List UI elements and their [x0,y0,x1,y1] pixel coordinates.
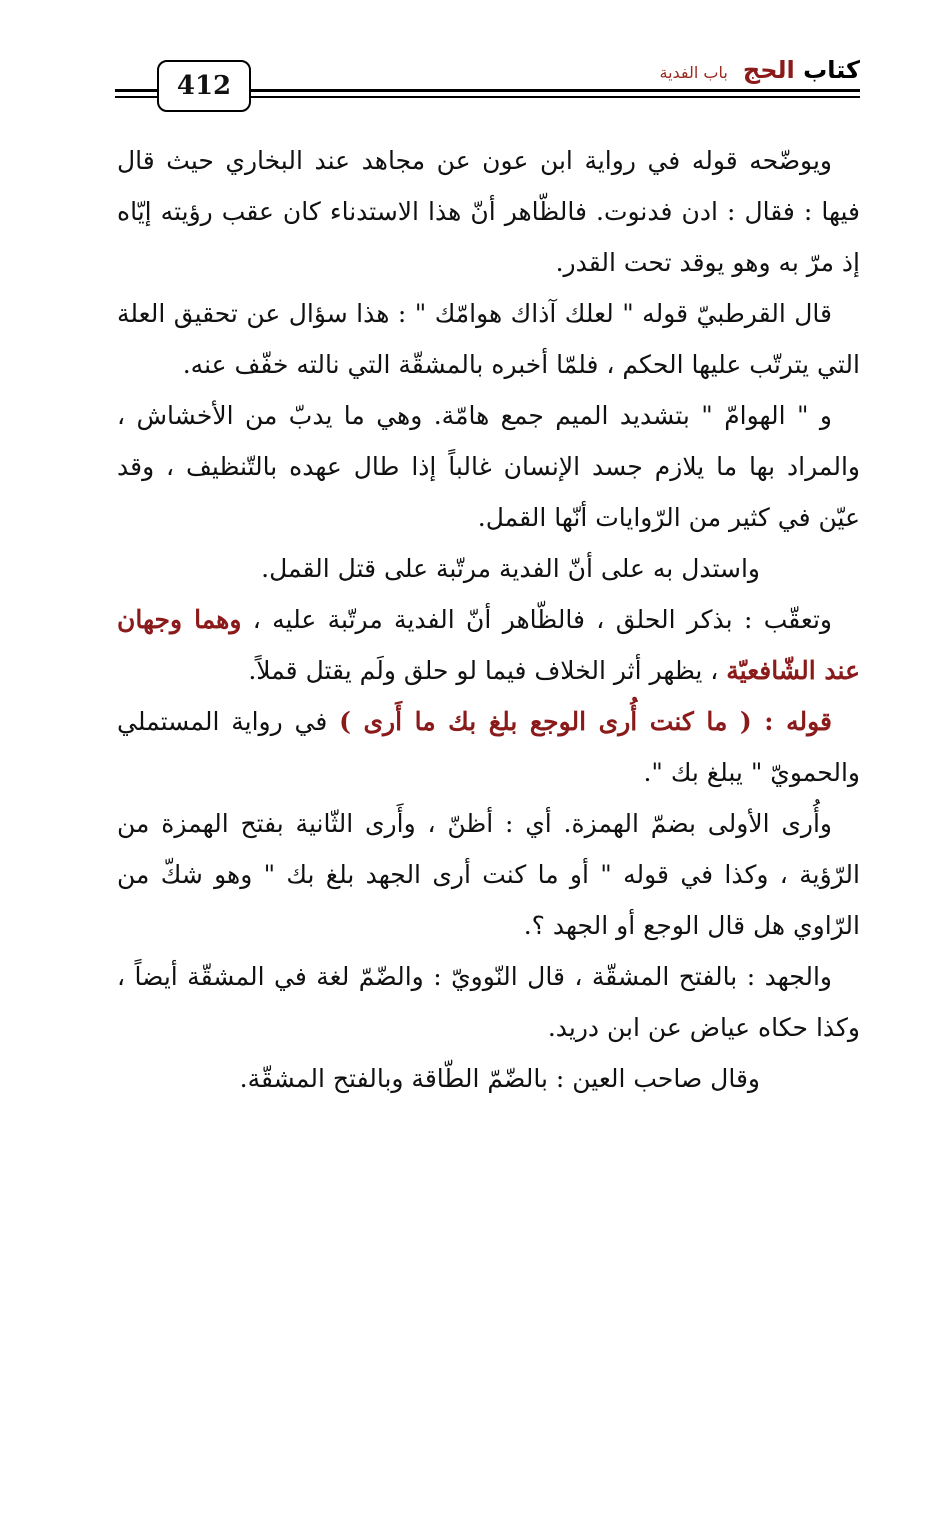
book-title [743,56,860,84]
paragraph: ويوضّحه قوله في رواية ابن عون عن مجاهد عند البخاري حيث قال فيها : فقال : ادن فدنوت. فالظّاهر أنّ هذا الاستدناء كان عقب رؤيته إيّاه إذ مرّ به وهو يوقد تحت القدر. [117,146,860,277]
quote-heading: قوله : ( ما كنت أُرى الوجع بلغ بك ما أَرى ) [339,707,832,736]
paragraph: قال القرطبيّ قوله " لعلك آذاك هوامّك " : هذا سؤال عن تحقيق العلة التي يترتّب عليها الحكم ، فلمّا أخبره بالمشقّة التي نالته خفّف عنه. [117,299,860,379]
highlighted-text: وهما وجهان عند الشّافعيّة [117,605,860,685]
paragraph [117,696,860,798]
paragraph: وأُرى الأولى بضمّ الهمزة. أي : أظنّ ، وأَرى الثّانية بفتح الهمزة من الرّؤية ، وكذا في قوله " أو ما كنت أرى الجهد بلغ بك " وهو شكّ من الرّاوي هل قال الوجع أو الجهد ؟. [117,809,860,940]
paragraph: واستدل به على أنّ الفدية مرتّبة على قتل القمل. [261,554,760,583]
paragraph: و " الهوامّ " بتشديد الميم جمع هامّة. وهي ما يدبّ من الأخشاش ، والمراد بها ما يلازم جسد الإنسان غالباً إذا طال عهده بالتّنظيف ، وقد عيّن في كثير من الرّوايات أنّها القمل. [117,401,860,532]
page-header [115,40,860,120]
paragraph: وقال صاحب العين : بالضّمّ الطّاقة وبالفتح المشقّة. [239,1064,760,1093]
paragraph-text: وتعقّب : بذكر الحلق ، فالظّاهر أنّ الفدية مرتّبة عليه ، [241,605,832,634]
paragraph-text: في رواية المستملي والحمويّ " يبلغ بك ". [117,707,860,787]
chapter-title: باب الفدية [659,63,728,82]
main-text [117,135,860,1104]
book-title-part2: الحج [742,56,795,84]
book-title-part1: كتاب [794,56,860,84]
paragraph-text: ، يظهر أثر الخلاف فيما لو حلق ولَم يقتل قملاً. [248,656,727,685]
paragraph [117,594,860,696]
page-number: 412 [157,60,251,112]
header-title [659,56,860,84]
paragraph: والجهد : بالفتح المشقّة ، قال النّوويّ : والضّمّ لغة في المشقّة أيضاً ، وكذا حكاه عياض عن ابن دريد. [117,962,860,1042]
